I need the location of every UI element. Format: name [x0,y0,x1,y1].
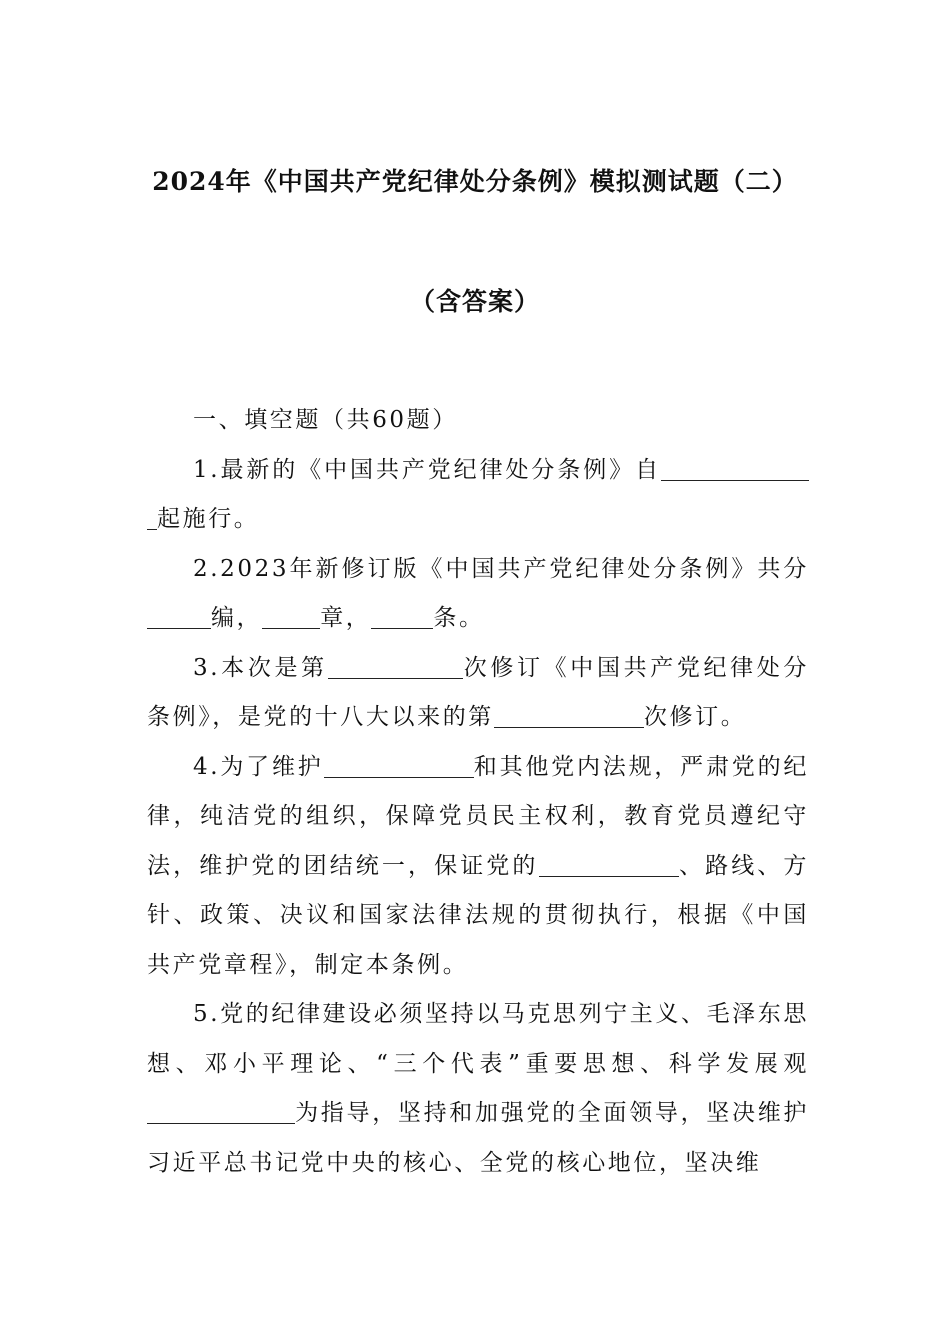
document-subtitle: （含答案） [409,287,540,316]
question-text: 起施行。 [157,506,260,532]
document-title: 2024年《中国共产党纪律处分条例》模拟测试题（二） [152,167,798,196]
question-text: 、路线、方针、政策、决议和国家法律法规的贯彻执行，根据《中国共产党章程》，制定本条例。 [147,852,809,978]
answer-blank [262,605,320,629]
question-3 [147,644,809,743]
answer-blank [163,605,211,629]
question-text: 编， [211,605,263,631]
answer-blank [147,506,157,530]
question-text: 次修订。 [643,704,747,730]
question-text: 章， [320,605,372,631]
answer-blank [371,605,433,629]
document-body [147,396,809,1188]
answer-blank [147,1100,295,1124]
question-text: 4.为了维护 [193,753,324,780]
question-2 [147,545,809,644]
question-text: 为指导，坚持和加强党的全面领导，坚决维护习近平总书记党中央的核心、全党的核心地位，坚决维 [147,1100,809,1176]
question-5 [147,990,809,1188]
question-4 [147,743,809,991]
question-text: 1.最新的《中国共产党纪律处分条例》自 [193,456,661,483]
answer-blank [147,605,163,629]
answer-blank [539,853,679,877]
question-text: 次修订《中国共产党纪律处分条例》，是党的十八大以来的第 [147,654,809,730]
answer-blank [494,704,644,728]
question-1 [147,446,809,545]
question-text: 3.本次是第 [193,654,328,681]
question-text: 2.2023年新修订版《中国共产党纪律处分条例》共分 [193,555,809,582]
answer-blank [324,754,474,778]
question-text: 5.党的纪律建设必须坚持以马克思列宁主义、毛泽东思想、邓小平理论、“三个代表”重要思想、科学发展观 [147,1001,809,1077]
question-text: 和其他党内法规，严肃党的纪律，纯洁党的组织，保障党员民主权利，教育党员遵纪守法，维护党的团结统一，保证党的 [147,753,809,879]
question-text: 条。 [433,605,485,631]
section-heading: 一、填空题（共60题） [193,407,458,433]
answer-blank [661,457,809,481]
answer-blank [328,655,463,679]
